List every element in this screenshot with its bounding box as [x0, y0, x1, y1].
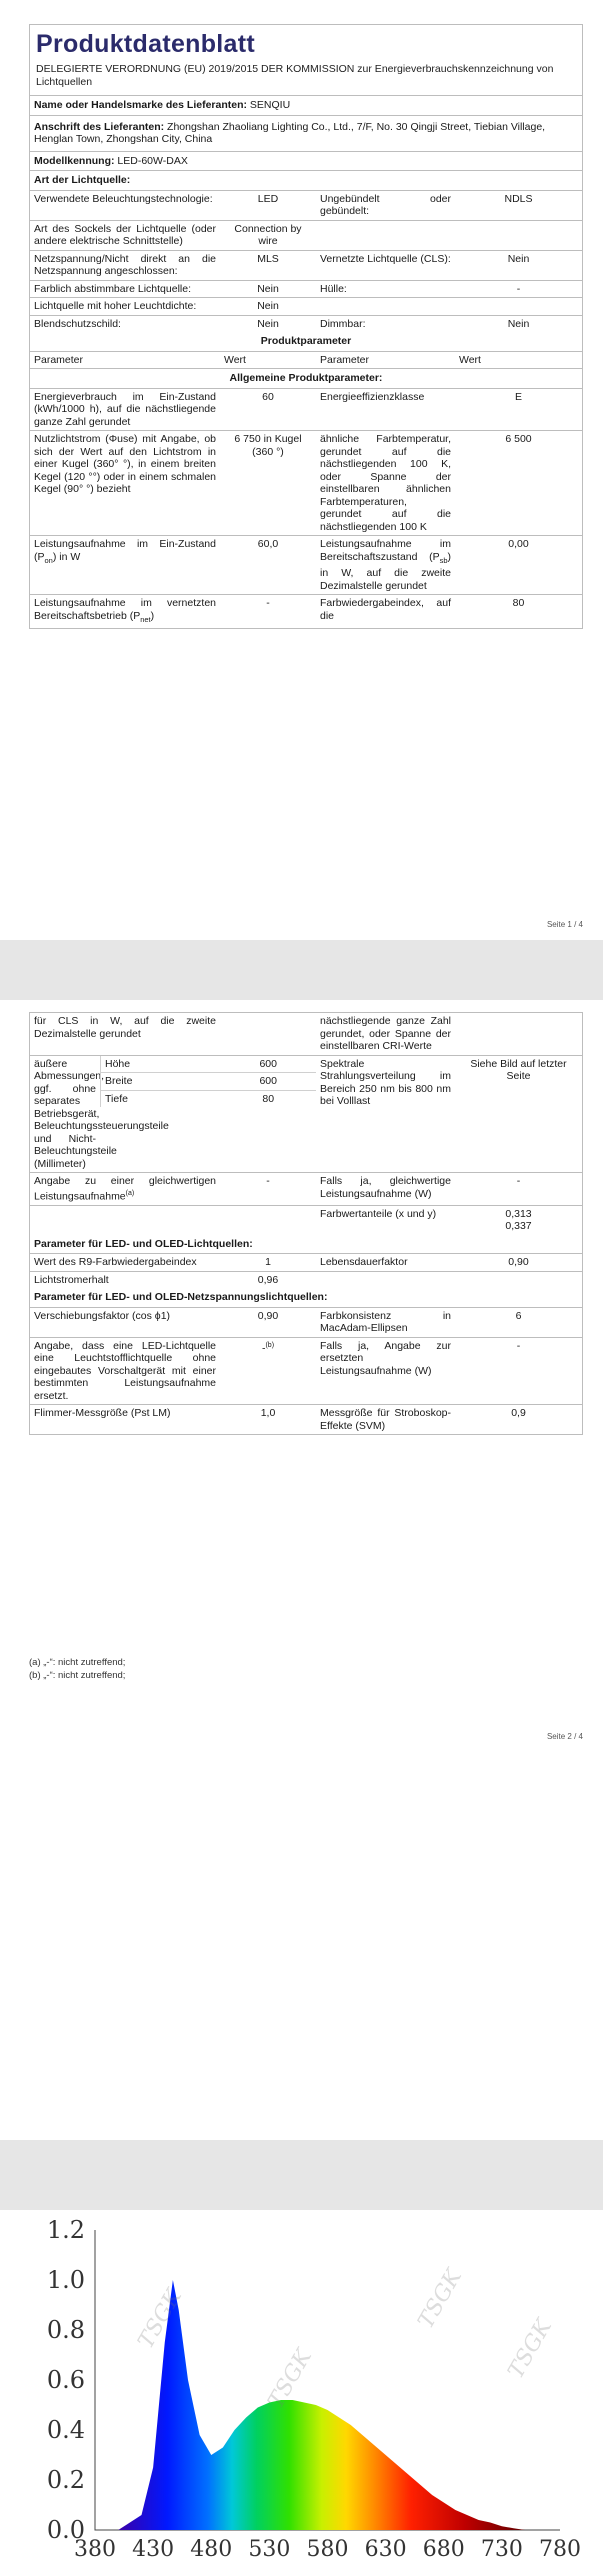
- param-value: [220, 1206, 316, 1235]
- x-tick-label: 480: [190, 2537, 233, 2560]
- param-name: Lichtquelle mit hoher Leuchtdichte:: [34, 300, 197, 312]
- dim-height-row: [100, 1056, 316, 1074]
- param-value: 1: [265, 1256, 271, 1268]
- param-name: Verschiebungsfaktor (cos ϕ1): [34, 1309, 171, 1322]
- col-header-value-1: Wert: [224, 353, 246, 366]
- param-name: Dimmbar:: [320, 317, 366, 330]
- spectral-value: Siehe Bild auf letzter Seite: [470, 1057, 567, 1082]
- param-name: Angabe zu einer gleichwertigen Leistungsaufnahme$^{(a)}$: [34, 1175, 216, 1202]
- param-name: [316, 221, 455, 250]
- param-name: Ungebündelt oder gebündelt:: [320, 192, 451, 217]
- lightsource-row: [30, 221, 582, 251]
- param-name: [316, 1272, 455, 1289]
- lightsource-row: [30, 298, 582, 316]
- dim-value: 600: [259, 1057, 277, 1070]
- param-value: MLS: [257, 252, 279, 265]
- y-tick-label: 0.0: [46, 2516, 85, 2544]
- param-value: 60,0: [257, 538, 279, 550]
- param-value: NDLS: [504, 192, 533, 205]
- page-1: [0, 0, 603, 940]
- x-tick-label: 530: [248, 2537, 291, 2560]
- param-value: -: [516, 1175, 521, 1187]
- param-name: Leistungsaufnahme im Bereitschaftszustand $(P_{sb})$ in W, auf die zweite Dezimalstelle gerundet: [320, 538, 451, 592]
- col-header-parameter-2: Parameter: [320, 353, 370, 366]
- led-row: [30, 1272, 582, 1289]
- x-tick-label: 630: [364, 2537, 407, 2560]
- param-row: [30, 431, 582, 536]
- param-value: 0,90: [508, 1256, 529, 1268]
- dim-value: 600: [259, 1075, 277, 1087]
- footnote-b: (b) „-“: nicht zutreffend;: [29, 1670, 126, 1681]
- param-name: Lichtstromerhalt: [34, 1273, 109, 1286]
- param-value: Connection by wire: [234, 222, 302, 247]
- param-value: -: [266, 597, 270, 610]
- param-name: Vernetzte Lichtquelle (CLS):: [320, 252, 451, 265]
- dimensions-label: äußere Abmessungen, ggf. ohne separates Betriebsgerät, Beleuchtungssteuerungsteile und Nicht-Beleuchtungsteile (Millimeter): [34, 1057, 169, 1170]
- led-heading-row: [30, 1235, 582, 1255]
- dim-depth-row: [100, 1091, 316, 1108]
- dim-name: Breite: [105, 1075, 133, 1087]
- param-name: Flimmer-Messgröße (Pst LM): [34, 1407, 171, 1419]
- params-heading-row: [30, 332, 582, 352]
- dim-width-row: [100, 1073, 316, 1091]
- cont-param-2: nächstliegende ganze Zahl gerundet, oder Spanne der einstellbaren CRI-Werte: [320, 1015, 451, 1052]
- dimensions-row: [30, 1056, 582, 1174]
- lightsource-row: [30, 316, 582, 333]
- watermark: TSGK: [413, 2265, 468, 2333]
- spectrum-chart: [0, 2210, 603, 2560]
- page-separator: [0, 2140, 603, 2210]
- param-name: Farblich abstimmbare Lichtquelle:: [34, 282, 191, 295]
- param-value: 0,9: [511, 1407, 526, 1419]
- datasheet-table-page-1: [29, 24, 583, 629]
- col-header-value-2: Wert: [459, 353, 481, 366]
- param-name: Farbwiedergabeindex, auf die: [320, 597, 451, 622]
- mls-row: [30, 1338, 582, 1406]
- param-name: Leistungsaufnahme im Ein-Zustand $(P_{on})$ in W: [34, 538, 216, 565]
- dim-name: Tiefe: [105, 1092, 128, 1105]
- param-value: Nein: [507, 252, 530, 265]
- param-value: Nein: [257, 282, 279, 295]
- continued-row: [30, 1013, 582, 1056]
- param-value: LED: [257, 192, 279, 205]
- general-params-heading: Allgemeine Produktparameter:: [229, 372, 383, 384]
- dimensions-table: [100, 1056, 316, 1173]
- param-value: Nein: [257, 317, 279, 330]
- param-value: 0,96: [257, 1273, 279, 1286]
- params-heading: Produktparameter: [260, 335, 352, 347]
- supplier-address-label: Anschrift des Lieferanten:: [34, 120, 165, 133]
- led-heading: Parameter für LED- und OLED-Lichtquellen:: [34, 1237, 253, 1250]
- equiv-row: [30, 1173, 582, 1206]
- param-name: [30, 1206, 220, 1235]
- param-value: -$^{(b)}$: [261, 1341, 275, 1354]
- y-tick-label: 0.2: [46, 2466, 85, 2494]
- param-name: [316, 298, 455, 315]
- param-value: -: [266, 1175, 270, 1187]
- x-tick-label: 780: [539, 2537, 581, 2560]
- param-value: E: [514, 390, 522, 403]
- page-number-2: Seite 2 / 4: [546, 1732, 583, 1741]
- param-value: 80: [512, 597, 525, 610]
- x-tick-label: 380: [74, 2537, 116, 2560]
- x-tick-label: 680: [422, 2537, 465, 2560]
- param-name: Messgröße für Stroboskop-Effekte (SVM): [320, 1407, 451, 1432]
- page-number-1: Seite 1 / 4: [546, 920, 583, 929]
- col-header-parameter-1: Parameter: [34, 353, 84, 366]
- spectrum-chart-svg: [0, 2210, 603, 2560]
- param-value: 0,90: [257, 1309, 279, 1322]
- footnotes: [29, 1656, 125, 1682]
- x-tick-label: 430: [132, 2537, 175, 2560]
- cont-param-1: für CLS in W, auf die zweite Dezimalstelle gerundet: [34, 1015, 216, 1040]
- param-value: [455, 221, 582, 250]
- mls-heading-row: [30, 1288, 582, 1308]
- mls-row: [30, 1405, 582, 1434]
- supplier-name-value: SENQIU: [249, 99, 291, 111]
- param-name: Netzspannung/Nicht direkt an die Netzspannung angeschlossen:: [34, 252, 216, 277]
- model-label: Modellkennung:: [34, 154, 115, 167]
- watermark: TSGK: [263, 2345, 318, 2413]
- param-value: 60: [262, 390, 274, 403]
- param-value: Nein: [507, 317, 530, 330]
- spectral-param: Spektrale Strahlungsverteilung im Bereich 250 nm bis 800 nm bei Volllast: [320, 1057, 451, 1107]
- model-value: LED-60W-DAX: [117, 154, 188, 167]
- datasheet-table-page-2: [29, 1012, 583, 1435]
- supplier-name-row: [30, 96, 582, 116]
- led-row: [30, 1254, 582, 1272]
- param-value: [455, 1272, 582, 1289]
- param-value: 6 500: [505, 433, 532, 445]
- equiv-row: [30, 1206, 582, 1235]
- y-tick-label: 0.8: [46, 2316, 85, 2344]
- y-tick-label: 0.6: [46, 2366, 85, 2394]
- supplier-name-label: Name oder Handelsmarke des Lieferanten:: [34, 99, 247, 111]
- mls-row: [30, 1308, 582, 1338]
- general-params-heading-row: [30, 369, 582, 389]
- param-name: Farbkonsistenz in MacAdam-Ellipsen: [320, 1309, 451, 1334]
- param-name: Leistungsaufnahme im vernetzten Bereitschaftsbetrieb $(P_{net})$: [34, 597, 216, 624]
- param-name: Hülle:: [320, 282, 347, 295]
- params-col-headers: [30, 352, 582, 370]
- lightsource-row: [30, 281, 582, 299]
- param-name: Art des Sockels der Lichtquelle (oder andere elektrische Schnittstelle): [34, 222, 216, 247]
- param-name: Energieeffizienzklasse: [320, 390, 425, 403]
- cont-value-2: [455, 1013, 582, 1055]
- page-separator: [0, 940, 603, 1000]
- y-tick-label: 0.4: [46, 2416, 85, 2444]
- lightsource-heading: Art der Lichtquelle:: [34, 174, 131, 186]
- y-tick-label: 1.2: [46, 2216, 85, 2244]
- watermark: TSGK: [133, 2285, 188, 2353]
- param-name: Nutzlichtstrom (Φuse) mit Angabe, ob sich der Wert auf den Lichtstrom in einer Kugel (360° °), in einem breiten Kegel (120 °°) oder in einem schmalen Kegel (90° °) bezieht: [34, 433, 216, 495]
- param-name: Blendschutzschild:: [34, 317, 121, 330]
- footnote-a: (a) „-“: nicht zutreffend;: [29, 1657, 126, 1668]
- cont-value-1: [220, 1013, 316, 1055]
- param-value: 6 750 in Kugel (360 °): [234, 433, 302, 458]
- param-name: Falls ja, Angabe zur ersetzten Leistungsaufnahme (W): [320, 1339, 451, 1377]
- param-name: Falls ja, gleichwertige Leistungsaufnahme (W): [320, 1175, 451, 1200]
- model-row: [30, 152, 582, 172]
- dim-name: Höhe: [105, 1057, 131, 1070]
- param-row: [30, 389, 582, 432]
- lightsource-heading-row: [30, 171, 582, 191]
- param-value: 0,00: [508, 538, 529, 550]
- param-name: Energieverbrauch im Ein-Zustand (kWh/1000 h), auf die nächstliegende ganze Zahl gerundet: [34, 390, 216, 428]
- lightsource-row: [30, 191, 582, 221]
- lightsource-row: [30, 251, 582, 281]
- watermark: TSGK: [503, 2315, 558, 2383]
- param-name: Farbwertanteile (x und y): [320, 1207, 437, 1220]
- param-name: Wert des R9-Farbwiedergabeindex: [34, 1256, 197, 1268]
- supplier-address-row: [30, 116, 582, 152]
- y-tick-label: 1.0: [46, 2266, 85, 2294]
- title-block: [30, 25, 582, 96]
- param-name: ähnliche Farbtemperatur, gerundet auf die nächstliegenden 100 K, oder Spanne der einstellbaren ähnlichen Farbtemperaturen, gerundet auf die nächstliegenden 100 K: [320, 433, 451, 533]
- param-value: 1,0: [260, 1407, 276, 1419]
- x-tick-label: 580: [306, 2537, 349, 2560]
- param-value: -: [516, 282, 521, 295]
- mls-heading: Parameter für LED- und OLED-Netzspannungslichtquellen:: [34, 1291, 328, 1303]
- param-name: Angabe, dass eine LED-Lichtquelle eine Leuchtstofflichtquelle ohne eingebautes Vorschaltgerät mit einer bestimmten Leistungsaufnahme ersetzt.: [34, 1339, 216, 1402]
- x-tick-label: 730: [480, 2537, 523, 2560]
- param-value: Nein: [257, 300, 279, 312]
- doc-title: Produktdatenblatt: [36, 30, 255, 58]
- dim-value: 80: [262, 1092, 275, 1105]
- doc-subtitle: DELEGIERTE VERORDNUNG (EU) 2019/2015 DER KOMMISSION zur Energieverbrauchskennzeichnung von Lichtquellen: [36, 63, 554, 88]
- param-value: [455, 298, 582, 315]
- param-value: 0,313 0,337: [505, 1207, 532, 1232]
- param-value: -: [516, 1339, 521, 1352]
- param-row: [30, 536, 582, 595]
- supplier-address-value: Zhongshan Zhaoliang Lighting Co., Ltd., 7/F, No. 30 Qingji Street, Tiebian Village, Henglan Town, Zhongshan City, China: [34, 120, 546, 145]
- param-name: Verwendete Beleuchtungstechnologie:: [34, 192, 213, 205]
- param-name: Lebensdauerfaktor: [320, 1256, 408, 1268]
- param-value: 6: [515, 1309, 522, 1322]
- param-row: [30, 595, 582, 628]
- spectrum-area: [118, 2280, 525, 2530]
